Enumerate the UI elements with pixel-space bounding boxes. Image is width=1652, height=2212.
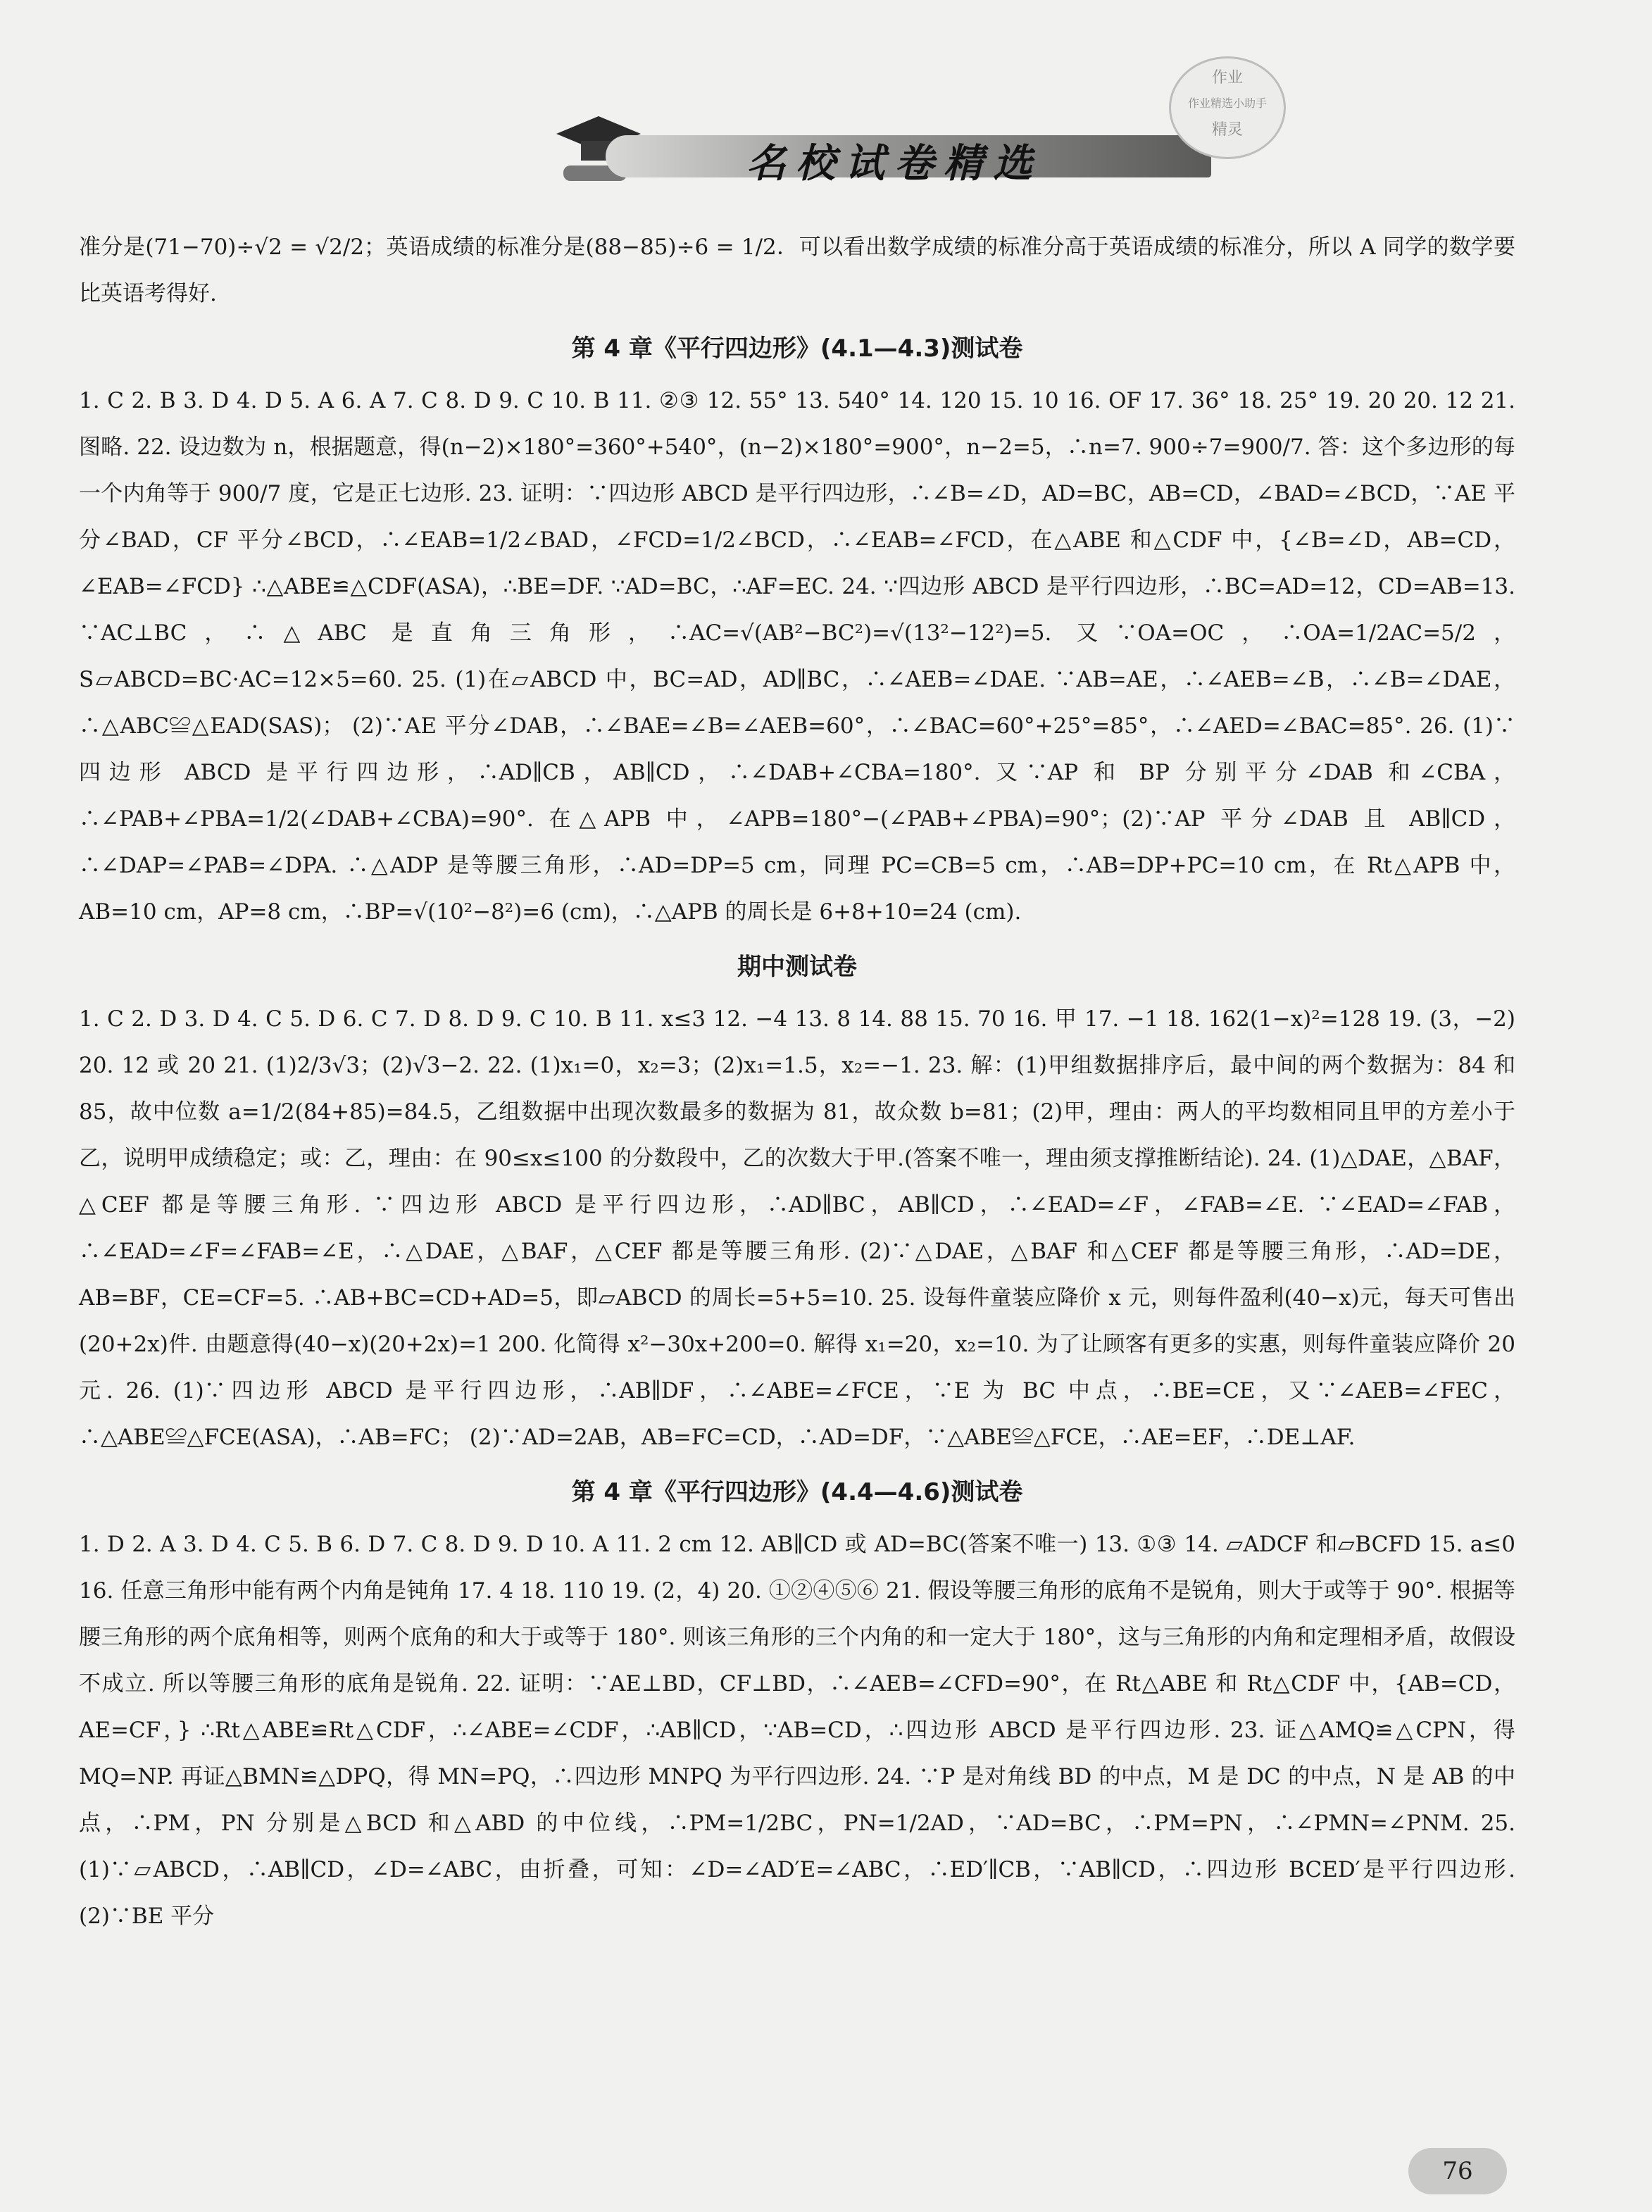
watermark-stamp (1169, 56, 1286, 159)
page-header-title: 名校试卷精选 (746, 140, 1042, 187)
intro-paragraph: 准分是(71−70)÷√2 = √2/2；英语成绩的标准分是(88−85)÷6 = 1/2．可以看出数学成绩的标准分高于英语成绩的标准分，所以 A 同学的数学要比英语考得好. (79, 235, 1515, 306)
section-answers-ch4-part1: 1. C 2. B 3. D 4. D 5. A 6. A 7. C 8. D 9. C 10. B 11. ②③ 12. 55° 13. 540° 14. 120 15. 10 16. OF 17. 36° 18. 25° 19. 20 20. 12 21. 图略. 22. 设边数为 n，根据题意，得(n−2)×180°=360°+540°，(n−2)×180°=900°，n−2=5，∴n=7. 900÷7=900/7. 答：这个多边形的每一个内角等于 900/7 度，它是正七边形. 23. 证明：∵四边形 ABCD 是平行四边形，∴∠B=∠D，AD=BC，AB=CD，∠BAD=∠BCD，∵AE 平分∠BAD，CF 平分∠BCD，∴∠EAB=1/2∠BAD，∠FCD=1/2∠BCD，∴∠EAB=∠FCD，在△ABE 和△CDF 中，{∠B=∠D，AB=CD，∠EAB=∠FCD} ∴△ABE≌△CDF(ASA)，∴BE=DF. ∵AD=BC，∴AF=EC. 24. ∵四边形 ABCD 是平行四边形，∴BC=AD=12，CD=AB=13. ∵AC⊥BC，∴△ABC 是直角三角形，∴AC=√(AB²−BC²)=√(13²−12²)=5. 又∵OA=OC，∴OA=1/2AC=5/2，S▱ABCD=BC·AC=12×5=60. 25. (1)在▱ABCD 中，BC=AD，AD∥BC，∴∠AEB=∠DAE. ∵AB=AE，∴∠AEB=∠B，∴∠B=∠DAE，∴△ABC≌△EAD(SAS)； (2)∵AE 平分∠DAB，∴∠BAE=∠B=∠AEB=60°，∴∠BAC=60°+25°=85°，∴∠AED=∠BAC=85°. 26. (1)∵四边形 ABCD 是平行四边形，∴AD∥CB，AB∥CD，∴∠DAB+∠CBA=180°. 又∵AP 和 BP 分别平分∠DAB 和∠CBA，∴∠PAB+∠PBA=1/2(∠DAB+∠CBA)=90°. 在△APB 中，∠APB=180°−(∠PAB+∠PBA)=90°；(2)∵AP 平分∠DAB 且 AB∥CD，∴∠DAP=∠PAB=∠DPA. ∴△ADP 是等腰三角形，∴AD=DP=5 cm，同理 PC=CB=5 cm，∴AB=DP+PC=10 cm，在 Rt△APB 中，AB=10 cm，AP=8 cm，∴BP=√(10²−8²)=6 (cm)，∴△APB 的周长是 6+8+10=24 (cm). (79, 388, 1515, 925)
stamp-line-3: 精灵 (1211, 121, 1243, 139)
header-banner (549, 106, 1225, 190)
section-answers-ch4-part2: 1. D 2. A 3. D 4. C 5. B 6. D 7. C 8. D 9. D 10. A 11. 2 cm 12. AB∥CD 或 AD=BC(答案不唯一) 13. ①③ 14. ▱ADCF 和▱BCFD 15. a≤0 16. 任意三角形中能有两个内角是钝角 17. 4 18. 110 19. (2，4) 20. ①②④⑤⑥ 21. 假设等腰三角形的底角不是锐角，则大于或等于 90°. 根据等腰三角形的两个底角相等，则两个底角的和大于或等于 180°. 则该三角形的三个内角的和一定大于 180°，这与三角形的内角和定理相矛盾，故假设不成立. 所以等腰三角形的底角是锐角. 22. 证明：∵AE⊥BD，CF⊥BD，∴∠AEB=∠CFD=90°，在 Rt△ABE 和 Rt△CDF 中，{AB=CD，AE=CF，} ∴Rt△ABE≌Rt△CDF，∴∠ABE=∠CDF，∴AB∥CD，∵AB=CD，∴四边形 ABCD 是平行四边形. 23. 证△AMQ≌△CPN，得 MQ=NP. 再证△BMN≌△DPQ，得 MN=PQ，∴四边形 MNPQ 为平行四边形. 24. ∵P 是对角线 BD 的中点，M 是 DC 的中点，N 是 AB 的中点，∴PM，PN 分别是△BCD 和△ABD 的中位线，∴PM=1/2BC，PN=1/2AD，∵AD=BC，∴PM=PN，∴∠PMN=∠PNM. 25. (1)∵▱ABCD，∴AB∥CD，∠D=∠ABC，由折叠，可知：∠D=∠AD′E=∠ABC，∴ED′∥CB，∵AB∥CD，∴四边形 BCED′是平行四边形. (2)∵BE 平分 (79, 1532, 1515, 1929)
section-answers-midterm: 1. C 2. D 3. D 4. C 5. D 6. C 7. D 8. D 9. C 10. B 11. x≤3 12. −4 13. 8 14. 88 15. 70 16. 甲 17. −1 18. 162(1−x)²=128 19. (3，−2) 20. 12 或 20 21. (1)2/3√3；(2)√3−2. 22. (1)x₁=0，x₂=3；(2)x₁=1.5，x₂=−1. 23. 解：(1)甲组数据排序后，最中间的两个数据为：84 和 85，故中位数 a=1/2(84+85)=84.5，乙组数据中出现次数最多的数据为 81，故众数 b=81；(2)甲，理由：两人的平均数相同且甲的方差小于乙，说明甲成绩稳定；或：乙，理由：在 90≤x≤100 的分数段中，乙的次数大于甲.(答案不唯一，理由须支撑推断结论). 24. (1)△DAE，△BAF，△CEF 都是等腰三角形. ∵四边形 ABCD 是平行四边形，∴AD∥BC，AB∥CD，∴∠EAD=∠F，∠FAB=∠E. ∵∠EAD=∠FAB，∴∠EAD=∠F=∠FAB=∠E，∴△DAE，△BAF，△CEF 都是等腰三角形. (2)∵△DAE，△BAF 和△CEF 都是等腰三角形，∴AD=DE，AB=BF，CE=CF=5. ∴AB+BC=CD+AD=5，即▱ABCD 的周长=5+5=10. 25. 设每件童装应降价 x 元，则每件盈利(40−x)元，每天可售出(20+2x)件. 由题意得(40−x)(20+2x)=1 200. 化简得 x²−30x+200=0. 解得 x₁=20，x₂=10. 为了让顾客有更多的实惠，则每件童装应降价 20 元. 26. (1)∵四边形 ABCD 是平行四边形，∴AB∥DF，∴∠ABE=∠FCE，∵E 为 BC 中点，∴BE=CE，又∵∠AEB=∠FEC，∴△ABE≌△FCE(ASA)，∴AB=FC； (2)∵AD=2AB，AB=FC=CD，∴AD=DF，∵△ABE≌△FCE，∴AE=EF，∴DE⊥AF. (79, 1006, 1515, 1450)
stamp-line-1: 作业 (1211, 69, 1243, 87)
answer-content (79, 224, 1515, 1939)
stamp-line-2: 作业精选小助手 (1187, 96, 1267, 110)
page-number: 76 (1408, 2148, 1507, 2194)
section-heading-ch4-part1: 第 4 章《平行四边形》(4.1—4.3)测试卷 (571, 335, 1023, 363)
section-heading-ch4-part2: 第 4 章《平行四边形》(4.4—4.6)测试卷 (571, 1478, 1023, 1506)
section-heading-midterm: 期中测试卷 (737, 953, 857, 981)
